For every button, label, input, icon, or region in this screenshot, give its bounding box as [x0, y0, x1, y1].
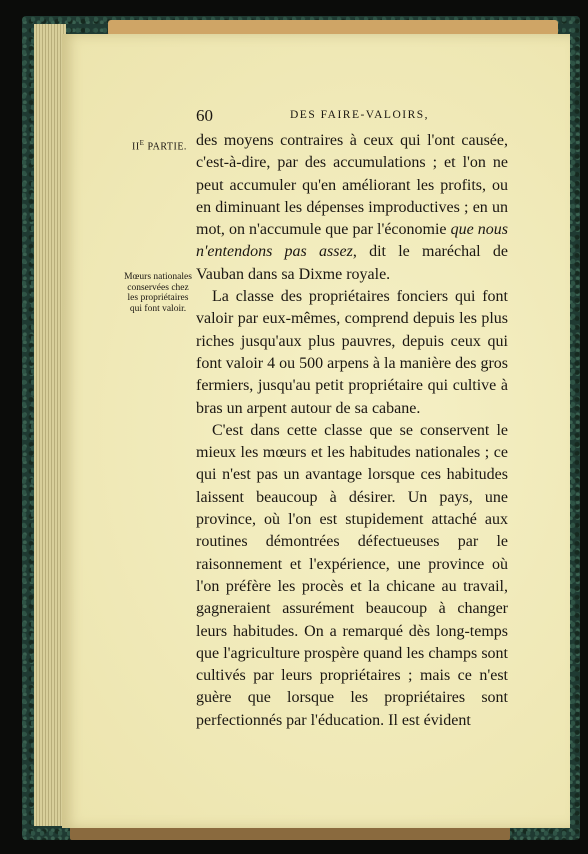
paragraph-1-end: , dit le maréchal de Vauban dans sa Dixme royale.	[196, 243, 508, 283]
cover-bottom-edge	[70, 826, 510, 840]
part-label	[132, 139, 187, 152]
part-word: PARTIE.	[147, 141, 187, 153]
paragraph-2: La classe des propriétaires fonciers qui font valoir par eux-mêmes, comprend depuis les plus riches jusqu'aux plus pauvres, depuis ceux qui font valoir 4 ou 500 arpens à la manière des gros fermiers, jusqu'au petit propriétaire qui cultive à bras un arpent autour de sa cabane.	[196, 288, 508, 417]
page-header	[196, 106, 508, 128]
body-text	[196, 130, 508, 732]
part-number-sup: E	[139, 139, 145, 147]
page-number: 60	[196, 106, 213, 125]
paragraph-1	[196, 130, 508, 286]
paragraph-1-start: des moyens contraires à ceux qui l'ont causée, c'est-à-dire, par des accumulations ; et l'on ne peut accumuler qu'en améliorant les profits, ou en diminuant les dépenses improductives ; en un mot, on n'accumule que par l'économie	[196, 132, 508, 239]
paragraph-1-italic: que nous n'entendons pas assez	[196, 221, 508, 261]
part-number: II	[132, 141, 140, 153]
margin-note: Mœurs nationales conservées chez les propriétaires qui font valoir.	[124, 272, 192, 314]
running-title: DES FAIRE-VALOIRS,	[290, 109, 430, 121]
paragraph-3: C'est dans cette classe que se conservent le mieux les mœurs et les habitudes nationales ; ce qui n'est pas un avantage lorsque ces habitudes laissent beaucoup à désirer. Un pays, une province, où l'on est stupidement attaché aux routines démontrées défectueuses par le raisonnement et l'expérience, une province où l'on préfère les procès et la chicane au travail, gagneraient assurément beaucoup à changer leurs habitudes. On a remarqué dès long-temps que l'agriculture prospère quand les champs sont cultivés par leurs propriétaires ; mais ce n'est guère que lorsque les propriétaires sont perfectionnés par l'éducation. Il est évident	[196, 421, 508, 729]
